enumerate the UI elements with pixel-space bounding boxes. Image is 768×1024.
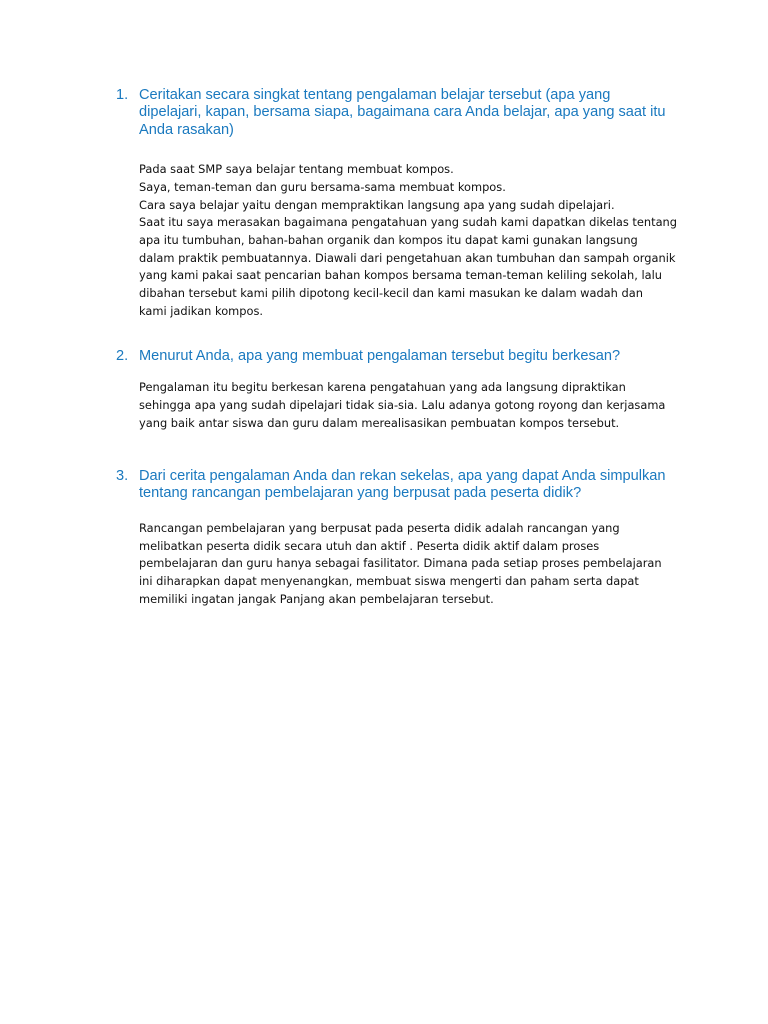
question-2-text: Menurut Anda, apa yang membuat pengalaman tersebut begitu berkesan? xyxy=(139,348,621,364)
question-1-text: Ceritakan secara singkat tentang pengalaman belajar tersebut (apa yang dipelajari, kapan, bersama siapa, bagaimana cara Anda belajar, apa yang saat itu Anda rasakan) xyxy=(139,87,666,138)
answer-3 xyxy=(139,520,684,609)
answer-2-line: sehingga apa yang sudah dipelajari tidak sia-sia. Lalu adanya gotong royong dan kerjasama xyxy=(139,398,666,413)
question-2 xyxy=(116,348,676,365)
answer-3-line: ini diharapkan dapat menyenangkan, membuat siswa mengerti dan paham serta dapat xyxy=(139,573,639,588)
question-3-text: Dari cerita pengalaman Anda dan rekan sekelas, apa yang dapat Anda simpulkan tentang rancangan pembelajaran yang berpusat pada peserta didik? xyxy=(139,468,666,502)
answer-1-line: Pada saat SMP saya belajar tentang membuat kompos. xyxy=(139,162,454,177)
question-3-number: 3. xyxy=(116,468,129,484)
qa-item-3 xyxy=(116,468,676,608)
answer-2-line: Pengalaman itu begitu berkesan karena pengatahuan yang ada langsung dipraktikan xyxy=(139,380,626,395)
answer-2-line: yang baik antar siswa dan guru dalam merealisasikan pembuatan kompos tersebut. xyxy=(139,415,620,430)
answer-1 xyxy=(139,161,684,320)
answer-1-line: Cara saya belajar yaitu dengan mempraktikan langsung apa yang sudah dipelajari. xyxy=(139,197,615,212)
answer-3-line: pembelajaran dan guru hanya sebagai fasilitator. Dimana pada setiap proses pembelajaran xyxy=(139,556,662,571)
answer-1-line: dibahan tersebut kami pilih dipotong kecil-kecil dan kami masukan ke dalam wadah dan xyxy=(139,286,643,301)
question-1 xyxy=(116,87,676,139)
answer-2 xyxy=(139,379,684,432)
answer-1-line: Saya, teman-teman dan guru bersama-sama membuat kompos. xyxy=(139,179,506,194)
answer-3-line: melibatkan peserta didik secara utuh dan aktif . Peserta didik aktif dalam proses xyxy=(139,538,600,553)
qa-item-1 xyxy=(116,87,676,321)
answer-3-line: memiliki ingatan jangak Panjang akan pembelajaran tersebut. xyxy=(139,591,494,606)
answer-1-line: apa itu tumbuhan, bahan-bahan organik dan kompos itu dapat kami gunakan langsung xyxy=(139,233,638,248)
answer-1-line: kami jadikan kompos. xyxy=(139,303,264,318)
answer-3-line: Rancangan pembelajaran yang berpusat pada peserta didik adalah rancangan yang xyxy=(139,520,620,535)
question-2-number: 2. xyxy=(116,348,129,364)
question-1-number: 1. xyxy=(116,87,129,103)
question-3 xyxy=(116,468,676,503)
answer-1-line: dalam praktik pembuatannya. Diawali dari pengetahuan akan tumbuhan dan sampah organik xyxy=(139,250,676,265)
answer-1-line: Saat itu saya merasakan bagaimana pengatahuan yang sudah kami dapatkan dikelas tentang xyxy=(139,215,677,230)
qa-item-2 xyxy=(116,348,676,433)
answer-1-line: yang kami pakai saat pencarian bahan kompos bersama teman-teman keliling sekolah, lalu xyxy=(139,268,662,283)
